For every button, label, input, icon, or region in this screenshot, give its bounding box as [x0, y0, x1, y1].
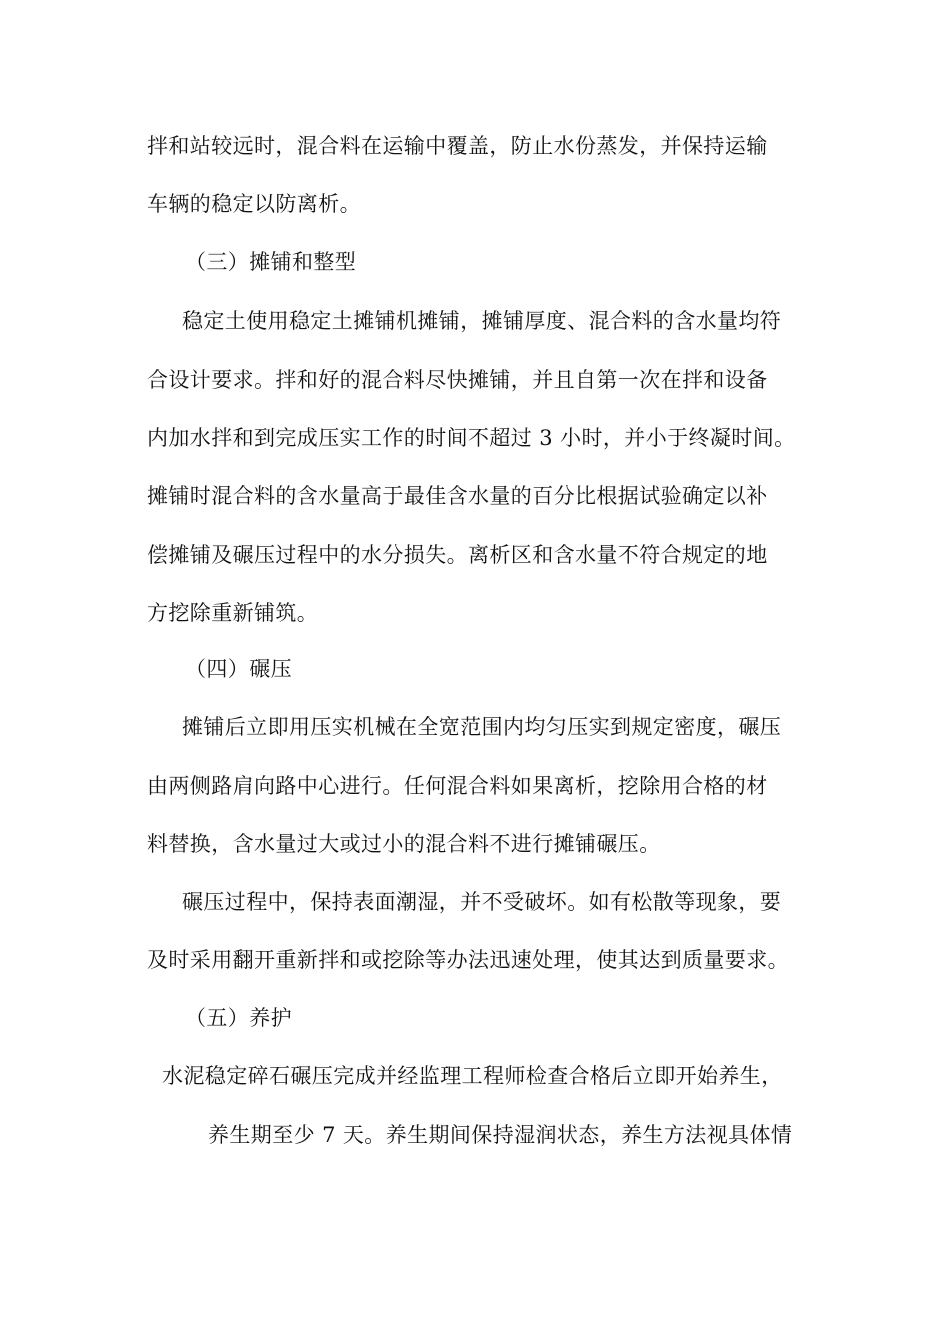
text-line: 摊铺后立即用压实机械在全宽范围内均匀压实到规定密度，碾压 [182, 715, 782, 739]
text-line: 水泥稳定碎石碾压完成并经监理工程师检查合格后立即开始养生， [162, 1064, 783, 1088]
section-heading: （四）碾压 [185, 657, 292, 681]
text-line: 拌和站较远时，混合料在运输中覆盖，防止水份蒸发，并保持运输 [147, 134, 768, 158]
text-line: 由两侧路肩向路中心进行。任何混合料如果离析，挖除用合格的材 [147, 774, 768, 798]
text-line: 养生期至少 7 天。养生期间保持湿润状态，养生方法视具体情 [208, 1123, 793, 1147]
text-line: 偿摊铺及碾压过程中的水分损失。离析区和含水量不符合规定的地 [147, 543, 768, 567]
text-line: 稳定土使用稳定土摊铺机摊铺，摊铺厚度、混合料的含水量均符 [182, 309, 782, 333]
text-line: 摊铺时混合料的含水量高于最佳含水量的百分比根据试验确定以补 [147, 484, 768, 508]
section-heading: （五）养护 [185, 1006, 292, 1030]
text-line: 车辆的稳定以防离析。 [147, 192, 361, 216]
text-line: 内加水拌和到完成压实工作的时间不超过 3 小时，并小于终凝时间。 [147, 426, 796, 450]
text-line: 合设计要求。拌和好的混合料尽快摊铺，并且自第一次在拌和设备 [147, 368, 768, 392]
text-line: 碾压过程中，保持表面潮湿，并不受破坏。如有松散等现象，要 [182, 890, 782, 914]
text-line: 料替换，含水量过大或过小的混合料不进行摊铺碾压。 [147, 832, 661, 856]
section-heading: （三）摊铺和整型 [185, 250, 357, 274]
text-line: 及时采用翻开重新拌和或挖除等办法迅速处理，使其达到质量要求。 [147, 948, 789, 972]
text-line: 方挖除重新铺筑。 [147, 601, 319, 625]
